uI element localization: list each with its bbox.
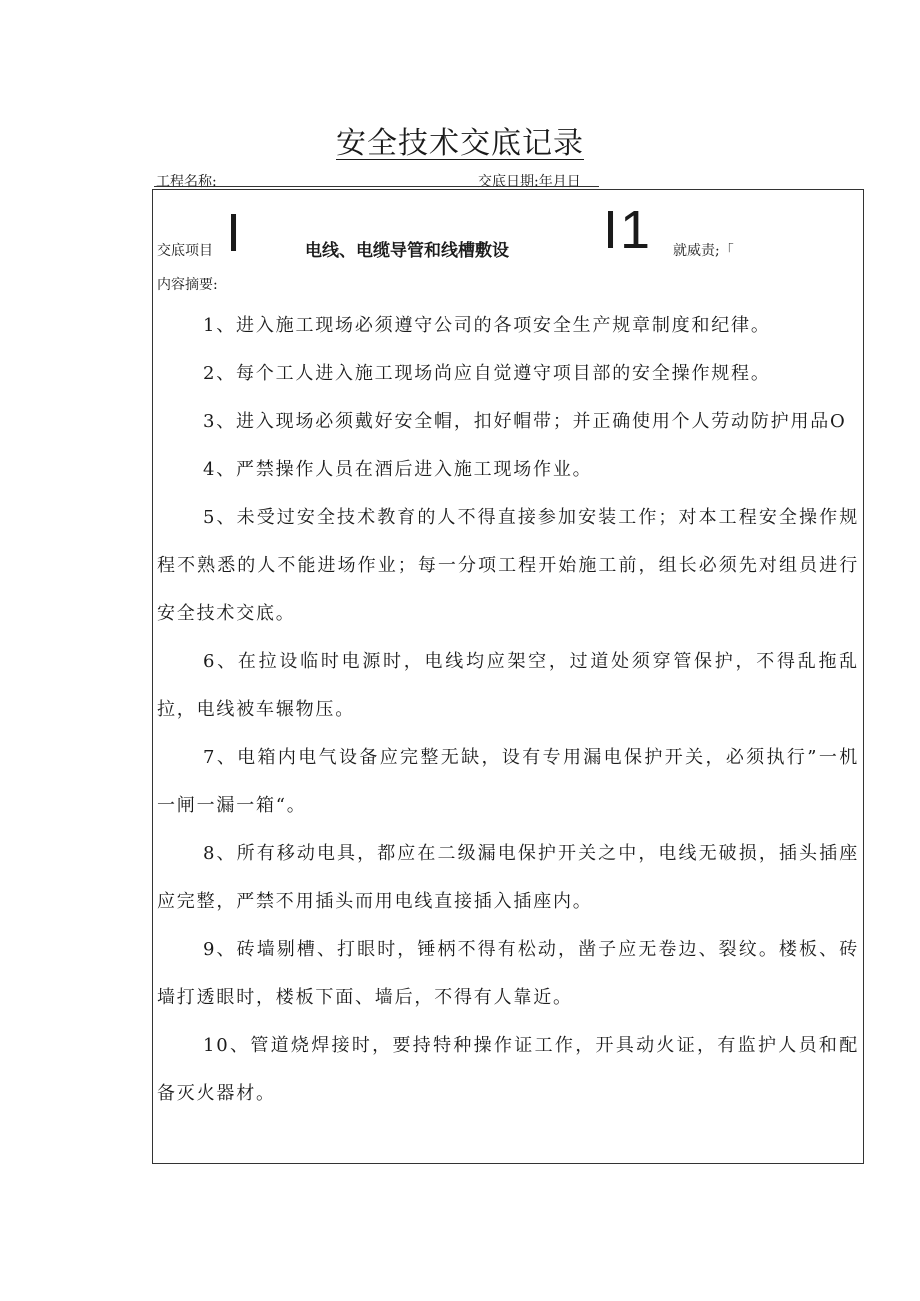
content-item: 2、每个工人进入施工现场尚应自觉遵守项目部的安全操作规程。: [203, 363, 771, 384]
content-item: 3、进入现场必须戴好安全帽，扣好帽带；并正确使用个人劳动防护用品O: [203, 411, 847, 432]
title-text: 安全技术交底记录: [336, 126, 584, 161]
content-item: 4、严禁操作人员在酒后进入施工现场作业。: [203, 459, 593, 480]
header-underline: [154, 186, 599, 187]
item-mark-left: I: [226, 203, 242, 263]
content-item: 7、电箱内电气设备应完整无缺，设有专用漏电保护开关，必须执行”一机一闸一漏一箱“。: [157, 747, 859, 816]
item-mark-right: I1: [603, 200, 653, 260]
content-item: 1、进入施工现场必须遵守公司的各项安全生产规章制度和纪律。: [203, 315, 771, 336]
item-label: 交底项目: [157, 243, 213, 259]
content-item: 10、管道烧焊接时，要持特种操作证工作，开具动火证，有监护人员和配备灭火器材。: [157, 1035, 859, 1104]
content-item: 5、未受过安全技术教育的人不得直接参加安装工作；对本工程安全操作规程不熟悉的人不能进场作业；每一分项工程开始施工前，组长必须先对组员进行安全技术交底。: [157, 507, 859, 624]
document-title: [0, 118, 920, 162]
content-item: 9、砖墙剔槽、打眼时，锤柄不得有松动，凿子应无卷边、裂纹。楼板、砖墙打透眼时，楼板下面、墙后，不得有人靠近。: [157, 939, 859, 1008]
content-item: 6、在拉设临时电源时，电线均应架空，过道处须穿管保护，不得乱拖乱拉，电线被车辗物压。: [157, 651, 859, 720]
item-value: 电线、电缆导管和线槽敷设: [305, 241, 509, 260]
record-frame: [152, 189, 864, 1164]
content-item: 8、所有移动电具，都应在二级漏电保护开关之中，电线无破损，插头插座应完整，严禁不用插头而用电线直接插入插座内。: [157, 843, 859, 912]
summary-label: 内容摘要:: [157, 277, 218, 293]
item-row: [153, 190, 863, 270]
project-name-label: 工程名称:: [156, 174, 217, 190]
person-label: 就威责;「: [673, 243, 734, 259]
date-label: 交底日期:年月日: [478, 174, 581, 190]
content-body: [157, 302, 859, 1118]
